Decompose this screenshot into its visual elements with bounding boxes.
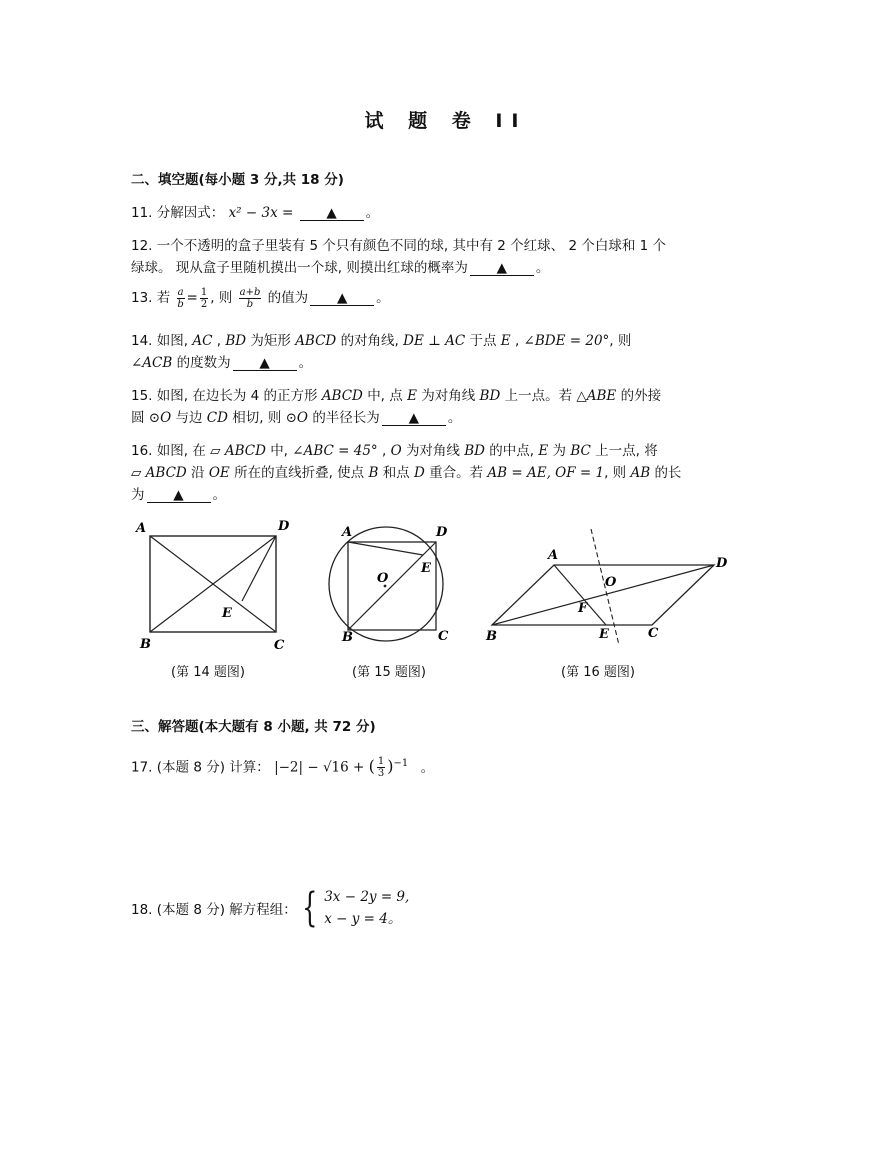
- q15-text-f: 圆: [131, 410, 145, 426]
- q17-prefix: 17. (本题 8 分) 计算：: [131, 759, 270, 776]
- q16-condition: AB = AE, OF = 1: [487, 465, 605, 481]
- q13-after: 的值为: [267, 290, 309, 306]
- label-b: B: [342, 630, 353, 645]
- q16-ab: AB: [630, 465, 651, 481]
- q17-expression: |−2| − √16 +: [274, 759, 369, 776]
- q17-frac-num: 1: [377, 756, 385, 767]
- q14-text-b: 为矩形: [250, 333, 291, 349]
- q13-frac3-den: b: [246, 298, 254, 310]
- q11-suffix: 。: [365, 205, 380, 221]
- answer-blank-16[interactable]: ▲: [147, 488, 211, 503]
- q16-text-k: 重合。若: [429, 465, 484, 481]
- label-a: A: [342, 525, 353, 540]
- label-o: O: [605, 575, 617, 590]
- q16-parallelogram-2: ▱ ABCD: [131, 465, 187, 481]
- q16-oe: OE: [208, 465, 230, 481]
- q17-frac-den: 3: [377, 768, 385, 779]
- q15-text-d: 上一点。若: [504, 388, 573, 404]
- label-d: D: [716, 556, 728, 571]
- q16-text-m: 的长: [654, 465, 682, 481]
- label-c: C: [274, 638, 285, 652]
- segment-ae: [554, 565, 606, 625]
- q14-suffix: 。: [298, 355, 313, 371]
- label-o: O: [377, 571, 389, 586]
- question-15-line-2: [131, 406, 461, 426]
- q11-expression: x² − 3x =: [228, 205, 294, 221]
- question-15-line-1: [131, 384, 661, 404]
- q14-text-g: 的度数为: [176, 355, 231, 371]
- q15-text-b: 中, 点: [367, 388, 403, 404]
- question-14-line-1: [131, 329, 631, 349]
- q14-abcd: ABCD: [295, 333, 337, 349]
- section-3-heading: 三、解答题(本大题有 8 小题, 共 72 分): [131, 719, 376, 735]
- q16-text-b: 中,: [270, 443, 288, 459]
- q11-prefix: 11. 分解因式：: [131, 205, 225, 221]
- q16-text-c: ,: [381, 443, 387, 459]
- label-d: D: [278, 519, 290, 534]
- q13-frac2-num: 1: [200, 286, 208, 298]
- q16-o: O: [390, 443, 402, 459]
- q16-text-g: 上一点, 将: [595, 443, 658, 459]
- q13-frac1-num: a: [177, 286, 184, 298]
- answer-blank-11[interactable]: ▲: [300, 206, 364, 221]
- answer-blank-13[interactable]: ▲: [310, 291, 374, 306]
- figure-15: [322, 520, 462, 654]
- diagonal-bd: [492, 565, 714, 625]
- q14-angle-bde: ∠BDE = 20°: [523, 333, 610, 349]
- label-e: E: [421, 561, 431, 576]
- label-e: E: [222, 606, 232, 621]
- q14-text-d: 于点: [469, 333, 497, 349]
- q13-fraction-apb-b: [239, 287, 262, 310]
- q14-comma: ,: [216, 333, 222, 349]
- answer-blank-14[interactable]: ▲: [233, 356, 297, 371]
- q13-prefix: 13. 若: [131, 290, 171, 306]
- q13-mid: , 则: [210, 290, 233, 306]
- label-b: B: [140, 637, 151, 652]
- question-16-line-1: [131, 439, 658, 459]
- q16-angle-abc: ∠ABC = 45°: [292, 443, 378, 459]
- q17-exponent: −1: [393, 758, 409, 769]
- q16-text-n: 为: [131, 487, 145, 503]
- q13-fraction-a-b: [177, 287, 185, 310]
- q15-text-g: 与边: [175, 410, 203, 426]
- q15-text-i: 的半径长为: [312, 410, 380, 426]
- figure-14: [128, 512, 298, 656]
- q13-equals: =: [186, 290, 198, 306]
- q16-text-e: 的中点,: [489, 443, 535, 459]
- question-16-line-2: [131, 461, 681, 481]
- q16-text-h: 沿: [191, 465, 205, 481]
- q16-text-j: 和点: [382, 465, 410, 481]
- figure-16-drawing: [482, 528, 742, 648]
- question-17: 17. (本题 8 分) 计算： |−2| − √16 + ( $\frac{1}{3}$ )$^{-1}$ 。: [131, 756, 435, 779]
- figure-15-drawing: [322, 520, 462, 650]
- q14-text-c: 的对角线,: [340, 333, 399, 349]
- q12-text: 绿球。 现从盒子里随机摸出一个球, 则摸出红球的概率为: [131, 260, 468, 276]
- q15-e: E: [407, 388, 417, 404]
- page-title: 试 题 卷 II: [364, 110, 528, 132]
- q17-suffix: 。: [420, 759, 435, 776]
- q15-text-e: 的外接: [620, 388, 662, 404]
- label-f: F: [578, 601, 588, 616]
- q18-equation-2: x − y = 4。: [324, 911, 402, 927]
- question-18: [131, 886, 409, 930]
- q15-circle-o-2: ⊙O: [285, 410, 309, 426]
- q14-text-f: , 则: [609, 333, 632, 349]
- q13-suffix: 。: [376, 290, 390, 306]
- label-d: D: [436, 525, 448, 540]
- q13-frac2-den: 2: [200, 298, 208, 310]
- q16-text-a: 16. 如图, 在: [131, 443, 206, 459]
- q16-bc: BC: [570, 443, 591, 459]
- q18-prefix: 18. (本题 8 分) 解方程组：: [131, 902, 297, 918]
- figure-14-caption: (第 14 题图): [171, 665, 245, 680]
- q15-bd: BD: [479, 388, 501, 404]
- q18-equation-system: { 3x − 2y = 9, x − y = 4。: [301, 885, 410, 931]
- figure-15-caption: (第 15 题图): [352, 665, 426, 680]
- label-c: C: [438, 629, 449, 644]
- q18-equation-1: 3x − 2y = 9,: [324, 889, 410, 905]
- question-16-line-3: [131, 483, 226, 503]
- question-13: [131, 286, 390, 310]
- q13-frac3-num: a+b: [239, 286, 261, 298]
- q15-text-c: 为对角线: [421, 388, 476, 404]
- q15-text-h: 相切, 则: [232, 410, 282, 426]
- q15-abcd: ABCD: [321, 388, 363, 404]
- q16-d: D: [413, 465, 425, 481]
- q13-frac1-den: b: [177, 298, 184, 310]
- label-a: A: [548, 548, 559, 563]
- q16-suffix: 。: [212, 487, 226, 503]
- q14-e: E: [500, 333, 511, 349]
- question-12-line-2: [131, 256, 549, 276]
- label-c: C: [648, 626, 659, 641]
- segment-de: [242, 536, 276, 601]
- label-e: E: [599, 627, 609, 642]
- q15-circle-o: ⊙O: [148, 410, 172, 426]
- q12-suffix: 。: [535, 260, 550, 276]
- q16-b: B: [368, 465, 379, 481]
- q16-text-f: 为: [552, 443, 567, 459]
- q16-bd: BD: [464, 443, 485, 459]
- q14-bd: BD: [225, 333, 247, 349]
- label-b: B: [486, 629, 497, 644]
- q16-text-i: 所在的直线折叠, 使点: [234, 465, 365, 481]
- question-12-line-1: 12. 一个不透明的盒子里装有 5 个只有颜色不同的球, 其中有 2 个红球、 2 个白球和 1 个: [131, 238, 667, 254]
- q15-triangle-abe: △ABE: [576, 388, 617, 404]
- q14-de-perp-ac: DE ⊥ AC: [403, 333, 466, 349]
- figure-16-caption: (第 16 题图): [561, 665, 635, 680]
- question-14-line-2: [131, 351, 312, 371]
- q15-suffix: 。: [447, 410, 462, 426]
- answer-blank-15[interactable]: ▲: [382, 411, 446, 426]
- figure-16: [482, 528, 742, 652]
- section-2-heading: 二、填空题(每小题 3 分,共 18 分): [131, 172, 344, 188]
- q15-text-a: 15. 如图, 在边长为 4 的正方形: [131, 388, 318, 404]
- figure-14-drawing: [128, 512, 298, 652]
- label-a: A: [136, 521, 147, 536]
- question-11: [131, 201, 379, 221]
- q17-fraction: [377, 756, 385, 779]
- q16-text-l: , 则: [604, 465, 627, 481]
- q14-text-e: ,: [514, 333, 520, 349]
- q16-parallelogram: ▱ ABCD: [210, 443, 266, 459]
- q13-fraction-1-2: [200, 287, 208, 310]
- segment-ae: [348, 542, 423, 555]
- q16-text-d: 为对角线: [405, 443, 460, 459]
- q14-text-a: 14. 如图,: [131, 333, 189, 349]
- answer-blank-12[interactable]: ▲: [470, 261, 534, 276]
- q14-ac: AC: [192, 333, 213, 349]
- q14-angle-acb: ∠ACB: [131, 355, 173, 371]
- q16-e: E: [538, 443, 549, 459]
- q15-cd: CD: [206, 410, 228, 426]
